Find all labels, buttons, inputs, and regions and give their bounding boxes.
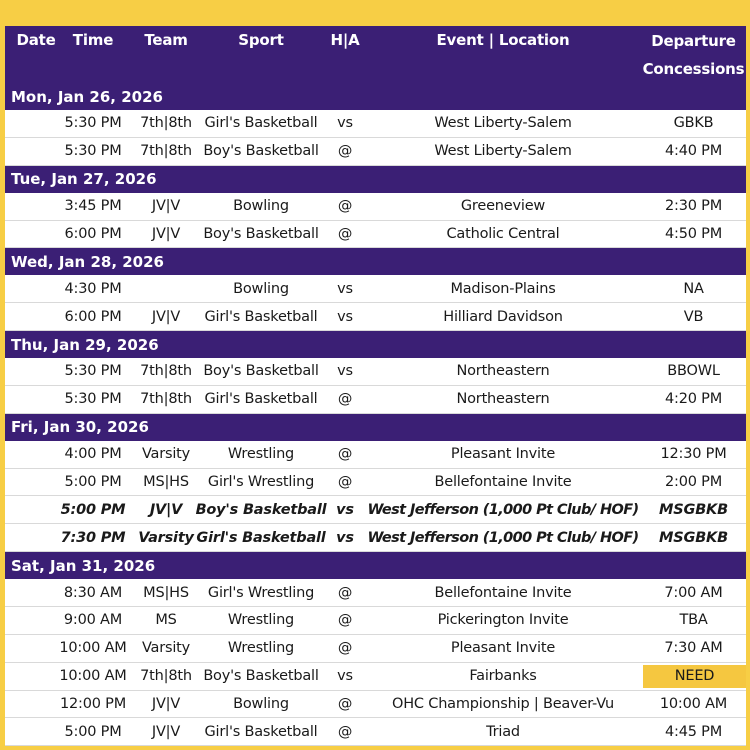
event-sport: Wrestling [227, 612, 295, 629]
event-time: 5:00 PM [60, 501, 126, 518]
event-location: Northeastern [456, 391, 550, 408]
event-sport: Girl's Wrestling [207, 474, 315, 491]
event-sport: Boy's Basketball [203, 225, 319, 242]
day-date: Sat, Jan 31, 2026 [11, 556, 156, 575]
event-row [5, 469, 746, 497]
table-header [5, 26, 746, 83]
event-time: 5:30 PM [64, 391, 122, 408]
event-team: 7th|8th [140, 143, 192, 160]
event-row [5, 138, 746, 166]
event-home-away: @ [337, 198, 353, 215]
event-home-away: @ [337, 640, 353, 657]
day-date: Fri, Jan 30, 2026 [11, 418, 149, 437]
event-time: 3:45 PM [64, 198, 122, 215]
event-location: Pleasant Invite [450, 446, 556, 463]
event-row [5, 110, 746, 138]
event-location: OHC Championship | Beaver-Vu [392, 695, 614, 712]
header-home-away: H|A [330, 31, 360, 49]
day-date: Tue, Jan 27, 2026 [11, 170, 157, 189]
event-home-away: @ [337, 723, 353, 740]
header-event-location: Event | Location [436, 31, 570, 49]
schedule-table [5, 26, 746, 740]
day-date: Wed, Jan 28, 2026 [11, 252, 164, 271]
event-departure: MSGBKB [659, 501, 728, 518]
event-home-away: @ [337, 225, 353, 242]
event-departure: 4:20 PM [664, 391, 723, 408]
event-time: 7:30 PM [60, 529, 126, 546]
event-departure: VB [683, 308, 704, 325]
event-row [5, 579, 746, 607]
event-row [5, 496, 746, 524]
event-departure: 4:45 PM [664, 723, 723, 740]
header-concessions: Concessions [642, 59, 745, 78]
header-departure-concessions [641, 26, 746, 83]
event-sport: Wrestling [227, 640, 295, 657]
event-row [5, 663, 746, 691]
event-time: 9:00 AM [63, 612, 123, 629]
event-team: JV|V [151, 198, 181, 215]
event-row [5, 221, 746, 249]
event-time: 4:00 PM [64, 446, 122, 463]
event-location: West Liberty-Salem [434, 115, 572, 132]
event-time: 5:30 PM [64, 363, 122, 380]
day-header-row [5, 414, 746, 441]
event-time: 5:00 PM [64, 723, 122, 740]
event-departure: 10:00 AM [659, 695, 728, 712]
event-home-away: vs [337, 308, 353, 325]
header-time: Time [72, 31, 114, 49]
event-location: Bellefontaine Invite [434, 474, 572, 491]
event-departure: MSGBKB [659, 529, 728, 546]
event-sport: Girl's Basketball [204, 391, 318, 408]
event-location: Bellefontaine Invite [434, 584, 572, 601]
event-location: West Jefferson (1,000 Pt Club/ HOF) [367, 529, 639, 546]
event-location: West Jefferson (1,000 Pt Club/ HOF) [367, 501, 639, 518]
event-departure: BBOWL [667, 363, 720, 380]
event-home-away: @ [337, 143, 353, 160]
event-location: West Liberty-Salem [434, 143, 572, 160]
event-sport: Girl's Basketball [196, 529, 326, 546]
event-sport: Boy's Basketball [203, 363, 319, 380]
event-location: Triad [486, 723, 520, 740]
event-home-away: @ [337, 612, 353, 629]
event-team: Varsity [141, 446, 191, 463]
event-home-away: vs [337, 280, 353, 297]
event-team: JV|V [151, 723, 181, 740]
event-sport: Bowling [233, 198, 289, 215]
header-team: Team [144, 31, 188, 49]
day-date: Mon, Jan 26, 2026 [11, 87, 163, 106]
event-time: 6:00 PM [64, 308, 122, 325]
event-team: MS|HS [143, 474, 189, 491]
event-row [5, 358, 746, 386]
day-date: Thu, Jan 29, 2026 [11, 335, 159, 354]
event-departure: 12:30 PM [660, 446, 727, 463]
event-home-away: @ [337, 695, 353, 712]
event-sport: Bowling [233, 280, 289, 297]
event-team: JV|V [151, 695, 181, 712]
event-row [5, 691, 746, 719]
event-row [5, 635, 746, 663]
event-row [5, 441, 746, 469]
day-header-row [5, 331, 746, 358]
event-departure: 4:50 PM [664, 225, 723, 242]
event-location: Pickerington Invite [437, 612, 569, 629]
event-home-away: @ [337, 446, 353, 463]
day-header-row [5, 552, 746, 579]
event-sport: Boy's Basketball [195, 501, 327, 518]
schedule-rows [5, 83, 746, 746]
event-sport: Girl's Wrestling [207, 584, 315, 601]
event-row [5, 193, 746, 221]
event-location: Catholic Central [446, 225, 560, 242]
event-location: Northeastern [456, 363, 550, 380]
event-departure: NA [683, 280, 704, 297]
event-time: 6:00 PM [64, 225, 122, 242]
event-team: 7th|8th [140, 391, 192, 408]
event-time: 4:30 PM [64, 280, 122, 297]
event-home-away: vs [336, 501, 354, 518]
event-time: 12:00 PM [59, 695, 127, 712]
event-location: Hilliard Davidson [443, 308, 563, 325]
event-time: 5:00 PM [64, 474, 122, 491]
event-team: MS [155, 612, 177, 629]
event-departure: NEED [643, 665, 746, 688]
event-time: 5:30 PM [64, 115, 122, 132]
event-sport: Wrestling [227, 446, 295, 463]
event-team: 7th|8th [140, 668, 192, 685]
event-team: Varsity [138, 529, 194, 546]
event-home-away: vs [337, 363, 353, 380]
event-time: 8:30 AM [63, 584, 123, 601]
event-departure: 2:30 PM [664, 198, 723, 215]
event-team: JV|V [149, 501, 183, 518]
event-departure: 7:00 AM [664, 584, 723, 601]
event-home-away: vs [337, 115, 353, 132]
event-time: 10:00 AM [59, 668, 127, 685]
event-departure: GBKB [673, 115, 714, 132]
event-row [5, 303, 746, 331]
event-row [5, 275, 746, 303]
event-location: Pleasant Invite [450, 640, 556, 657]
event-row [5, 607, 746, 635]
event-row [5, 524, 746, 552]
event-sport: Bowling [233, 695, 289, 712]
event-location: Greeneview [460, 198, 546, 215]
day-header-row [5, 166, 746, 193]
event-sport: Girl's Basketball [204, 308, 318, 325]
event-row [5, 386, 746, 414]
event-sport: Girl's Basketball [204, 115, 318, 132]
header-departure: Departure [651, 31, 736, 50]
event-team: JV|V [151, 225, 181, 242]
event-home-away: @ [337, 391, 353, 408]
event-time: 5:30 PM [64, 143, 122, 160]
event-team: JV|V [151, 308, 181, 325]
event-home-away: vs [337, 668, 353, 685]
event-time: 10:00 AM [59, 640, 127, 657]
header-sport: Sport [238, 31, 284, 49]
event-sport: Boy's Basketball [203, 143, 319, 160]
event-row [5, 718, 746, 746]
event-location: Fairbanks [469, 668, 537, 685]
day-header-row [5, 248, 746, 275]
header-date: Date [16, 31, 56, 49]
day-header-row [5, 83, 746, 110]
event-location: Madison-Plains [450, 280, 556, 297]
event-departure: 2:00 PM [664, 474, 723, 491]
event-sport: Boy's Basketball [203, 668, 319, 685]
event-team: Varsity [141, 640, 191, 657]
event-home-away: vs [336, 529, 354, 546]
event-team: MS|HS [143, 584, 189, 601]
event-home-away: @ [337, 584, 353, 601]
event-sport: Girl's Basketball [204, 723, 318, 740]
event-departure: 7:30 AM [664, 640, 723, 657]
event-departure: 4:40 PM [664, 143, 723, 160]
event-team: 7th|8th [140, 363, 192, 380]
event-team: 7th|8th [140, 115, 192, 132]
event-departure: TBA [679, 612, 708, 629]
event-home-away: @ [337, 474, 353, 491]
